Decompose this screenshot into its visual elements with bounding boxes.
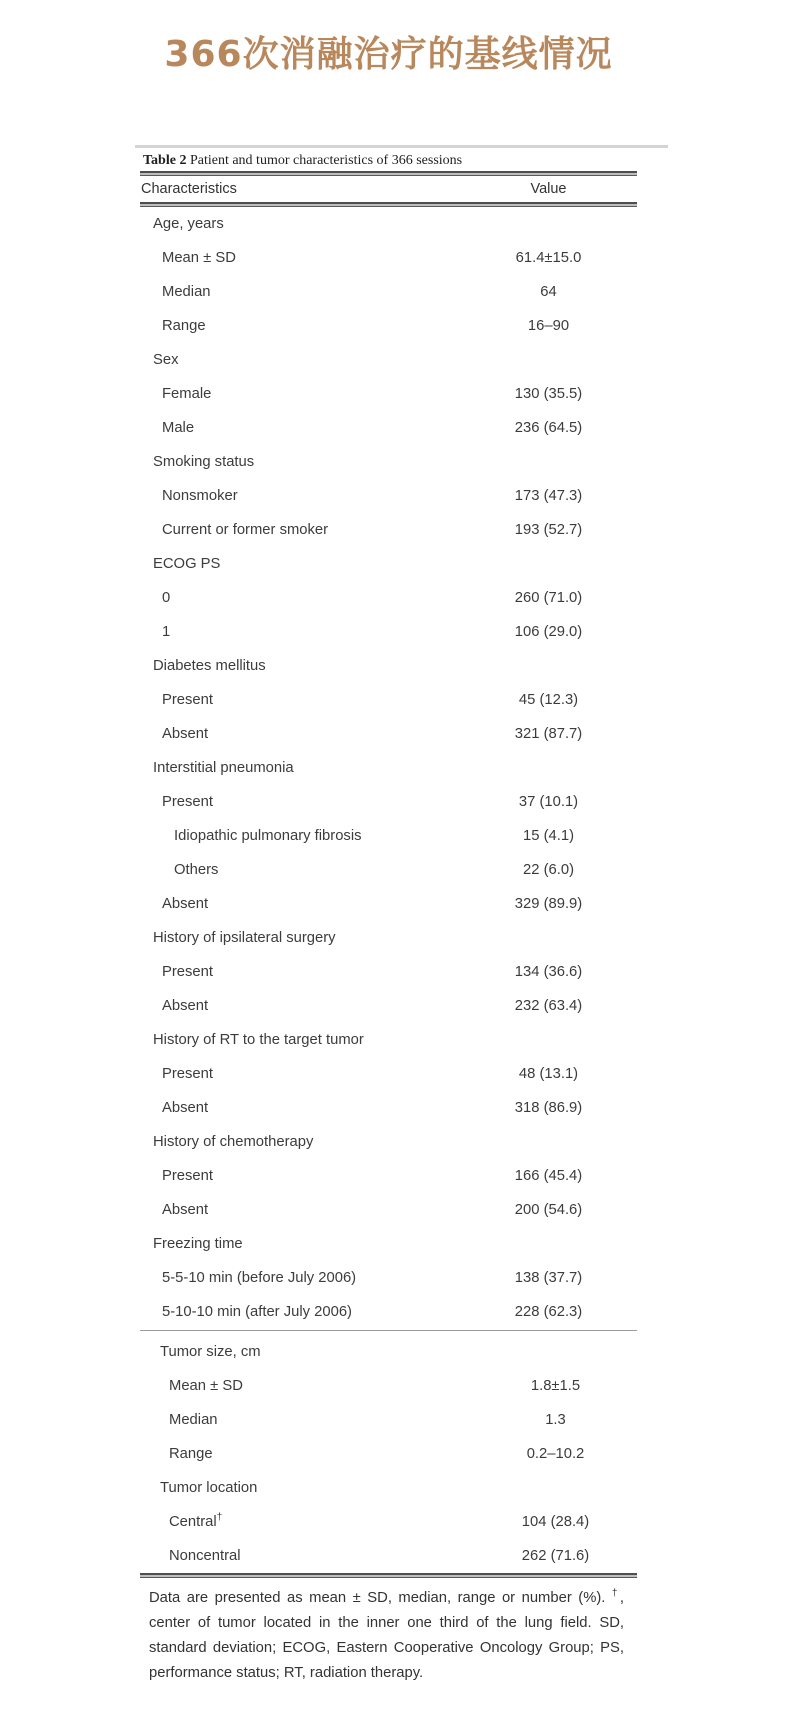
table-row [140, 717, 637, 751]
table-row [140, 1227, 637, 1261]
footnote-text: Data are presented as mean ± SD, median, range or number (%). [149, 1590, 612, 1606]
table-caption-label: Table 2 [143, 153, 187, 168]
row-label: Present [162, 964, 213, 980]
table-row [140, 955, 637, 989]
table-row [140, 1023, 637, 1057]
table-row [140, 751, 637, 785]
column-header-value: Value [530, 181, 567, 197]
row-value: 0.2–10.2 [526, 1446, 585, 1462]
table-row [140, 1193, 637, 1227]
table-row [140, 1057, 637, 1091]
row-value: 16–90 [527, 318, 570, 334]
row-label: Male [162, 420, 195, 436]
table-row [140, 1295, 637, 1329]
row-label: Interstitial pneumonia [153, 760, 294, 776]
row-label: Age, years [153, 216, 224, 232]
table-footnote [140, 1578, 624, 1686]
row-value: 236 (64.5) [514, 420, 583, 436]
row-label: Mean ± SD [169, 1378, 243, 1394]
row-value: 329 (89.9) [514, 896, 583, 912]
row-label: Present [162, 1168, 213, 1184]
footnote-dagger: † [611, 1588, 620, 1600]
section-separator [140, 1330, 637, 1331]
table-row [140, 309, 637, 343]
table-row [140, 411, 637, 445]
row-value: 200 (54.6) [514, 1202, 583, 1218]
row-label: Nonsmoker [162, 488, 238, 504]
row-value: 173 (47.3) [514, 488, 583, 504]
row-label: Freezing time [153, 1236, 243, 1252]
row-label: History of chemotherapy [153, 1134, 314, 1150]
row-value: 138 (37.7) [514, 1270, 583, 1286]
table-header-row [140, 176, 637, 202]
row-value: 1.3 [545, 1412, 566, 1428]
row-value: 61.4±15.0 [515, 250, 582, 266]
row-label: Absent [162, 726, 209, 742]
table-row [140, 445, 637, 479]
row-label: Absent [162, 896, 209, 912]
row-label: ECOG PS [153, 556, 221, 572]
row-label: Diabetes mellitus [153, 658, 266, 674]
row-label: Median [162, 284, 211, 300]
table-row [140, 513, 637, 547]
table-row [140, 853, 637, 887]
row-label: Current or former smoker [162, 522, 329, 538]
row-label: Absent [162, 998, 209, 1014]
table-row [140, 1091, 637, 1125]
table-row [140, 275, 637, 309]
table-row [140, 1369, 637, 1403]
row-label: 5-10-10 min (after July 2006) [162, 1304, 352, 1320]
row-value: 232 (63.4) [514, 998, 583, 1014]
table-row [140, 207, 637, 241]
row-label: Absent [162, 1100, 209, 1116]
row-label: History of ipsilateral surgery [153, 930, 336, 946]
row-value: 321 (87.7) [514, 726, 583, 742]
row-value: 45 (12.3) [518, 692, 579, 708]
row-label: Noncentral [169, 1548, 241, 1564]
page-title: 366次消融治疗的基线情况 [164, 34, 613, 75]
row-label: Sex [153, 352, 179, 368]
row-value: 134 (36.6) [514, 964, 583, 980]
row-label: Absent [162, 1202, 209, 1218]
row-value: 318 (86.9) [514, 1100, 583, 1116]
row-label: Others [174, 862, 219, 878]
row-label: 0 [162, 590, 171, 606]
row-value: 1.8±1.5 [530, 1378, 581, 1394]
row-label: Mean ± SD [162, 250, 236, 266]
table-row [140, 1261, 637, 1295]
table-row [140, 377, 637, 411]
row-value: 64 [540, 284, 557, 300]
row-label: Tumor size, cm [160, 1344, 261, 1360]
row-label: Present [162, 692, 213, 708]
table-row [140, 887, 637, 921]
column-header-characteristics: Characteristics [141, 181, 237, 197]
row-label: Smoking status [153, 454, 255, 470]
row-label: History of RT to the target tumor [153, 1032, 364, 1048]
table-caption-text: Patient and tumor characteristics of 366 sessions [186, 153, 463, 168]
row-value: 166 (45.4) [514, 1168, 583, 1184]
row-value: 130 (35.5) [514, 386, 583, 402]
table-row [140, 547, 637, 581]
row-value: 106 (29.0) [514, 624, 583, 640]
table-row [140, 1403, 637, 1437]
footnote-text: , center of tumor located in the inner one third of the lung field. SD, standard deviation; ECOG, Eastern Cooperative Oncology Group; PS, performance status; RT, radiation therapy. [149, 1590, 625, 1681]
row-label: 1 [162, 624, 171, 640]
row-label: Range [169, 1446, 213, 1462]
table-body-upper [140, 207, 637, 1329]
row-value: 228 (62.3) [514, 1304, 583, 1320]
table-row [140, 1125, 637, 1159]
table-row [140, 479, 637, 513]
table-row [140, 1471, 637, 1505]
row-label: Idiopathic pulmonary fibrosis [174, 828, 362, 844]
table-body-lower [140, 1335, 637, 1573]
row-value: 37 (10.1) [518, 794, 579, 810]
table-row [140, 819, 637, 853]
table-row [140, 989, 637, 1023]
table-row [140, 343, 637, 377]
row-value: 22 (6.0) [523, 862, 574, 878]
row-value: 104 (28.4) [521, 1514, 590, 1530]
table-row [140, 921, 637, 955]
row-label: Present [162, 1066, 213, 1082]
row-label: Present [162, 794, 213, 810]
table-row [140, 1539, 637, 1573]
table-row [140, 581, 637, 615]
table-row [140, 683, 637, 717]
row-value: 193 (52.7) [514, 522, 583, 538]
row-value: 262 (71.6) [521, 1548, 590, 1564]
table-row [140, 649, 637, 683]
row-label: Tumor location [160, 1480, 258, 1496]
row-label: Median [169, 1412, 218, 1428]
top-divider [135, 145, 668, 148]
table-row [140, 241, 637, 275]
row-label: Central† [169, 1512, 223, 1530]
table-row [140, 1335, 637, 1369]
row-value: 48 (13.1) [518, 1066, 579, 1082]
table-row [140, 615, 637, 649]
row-value: 15 (4.1) [523, 828, 574, 844]
table-caption [143, 150, 637, 171]
table-row [140, 1505, 637, 1539]
row-label: Female [162, 386, 212, 402]
row-label: Range [162, 318, 206, 334]
table-row [140, 1159, 637, 1193]
table-row [140, 785, 637, 819]
row-label: 5-5-10 min (before July 2006) [162, 1270, 357, 1286]
row-value: 260 (71.0) [514, 590, 583, 606]
table-2 [140, 145, 637, 1686]
table-row [140, 1437, 637, 1471]
